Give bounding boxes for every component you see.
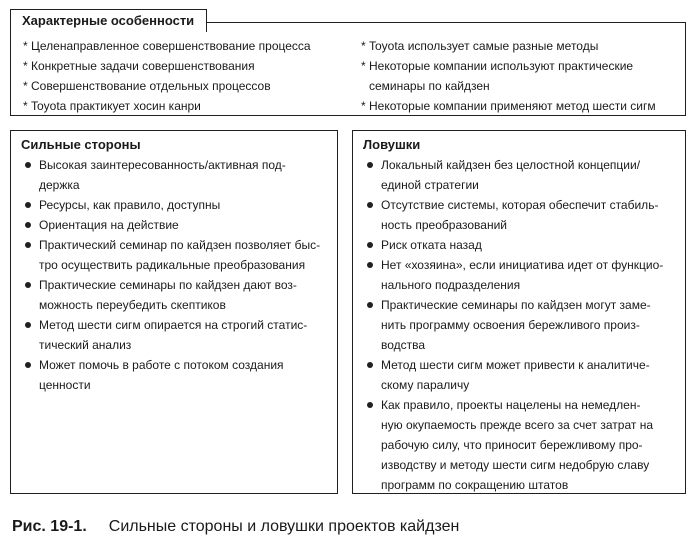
traps-item-line: рабочую силу, что приносит бережливому про- [381, 438, 643, 452]
characteristic-item [23, 96, 353, 116]
traps-item-line: скому параличу [381, 378, 470, 392]
strengths-item [23, 215, 331, 235]
strengths-title: Сильные стороны [21, 137, 141, 152]
traps-item [365, 295, 679, 355]
traps-item-line: ную окупаемость прежде всего за счет затрат на [381, 418, 654, 432]
strengths-item [23, 275, 331, 315]
asterisk-marker: * [361, 39, 366, 53]
strengths-item-line: ценности [39, 378, 91, 392]
characteristic-item [23, 56, 353, 76]
traps-item-line: Как правило, проекты нацелены на немедлен- [381, 398, 641, 412]
strengths-item-line: можность переубедить скептиков [39, 298, 226, 312]
traps-item-line: нального подразделения [381, 278, 521, 292]
figure-caption-text: Сильные стороны и ловушки проектов кайдзен [108, 518, 460, 535]
traps-item-line: Риск отката назад [381, 238, 482, 252]
strengths-item-line: тро осуществить радикальные преобразования [39, 258, 306, 272]
figure-caption-label: Рис. 19-1. [12, 518, 87, 535]
characteristic-item [361, 96, 679, 116]
characteristics-box [10, 22, 686, 116]
asterisk-marker: * [361, 59, 366, 73]
characteristic-text: Некоторые компании используют практические [369, 59, 634, 73]
strengths-item-line: Практические семинары по кайдзен дают воз- [39, 278, 297, 292]
asterisk-marker: * [361, 99, 366, 113]
strengths-item [23, 315, 331, 355]
characteristic-text: Toyota практикует хосин канри [31, 99, 201, 113]
strengths-item [23, 355, 331, 395]
characteristics-right-list [361, 36, 679, 116]
strengths-list [23, 155, 331, 395]
characteristic-item [23, 36, 353, 56]
characteristic-item [23, 76, 353, 96]
strengths-box [10, 130, 338, 494]
traps-item-line: ность преобразований [381, 218, 507, 232]
characteristic-text: Совершенствование отдельных процессов [31, 79, 271, 93]
asterisk-marker: * [23, 99, 28, 113]
traps-item-line: Локальный кайдзен без целостной концепции/ [381, 158, 641, 172]
strengths-item-line: Высокая заинтересованность/активная под- [39, 158, 286, 172]
strengths-item-line: Метод шести сигм опирается на строгий статис- [39, 318, 308, 332]
figure-caption [12, 516, 459, 538]
strengths-item [23, 155, 331, 195]
characteristic-item-continuation [361, 76, 679, 96]
traps-item-line: водства [381, 338, 426, 352]
strengths-item-line: Ресурсы, как правило, доступны [39, 198, 221, 212]
asterisk-marker: * [23, 79, 28, 93]
strengths-item-line: Может помочь в работе с потоком создания [39, 358, 284, 372]
strengths-item [23, 235, 331, 275]
traps-item-line: Нет «хозяина», если инициатива идет от функцио- [381, 258, 664, 272]
asterisk-marker: * [23, 59, 28, 73]
traps-item [365, 255, 679, 295]
traps-item [365, 395, 679, 495]
traps-item-line: изводству и методу шести сигм недобрую славу [381, 458, 650, 472]
characteristic-item [361, 56, 679, 76]
characteristic-text: Некоторые компании применяют метод шести сигм [369, 99, 656, 113]
traps-item [365, 155, 679, 195]
traps-item [365, 195, 679, 235]
traps-item-line: Практические семинары по кайдзен могут заме- [381, 298, 651, 312]
characteristics-left-list [23, 36, 353, 116]
traps-item [365, 235, 679, 255]
traps-item-line: Отсутствие системы, которая обеспечит стабиль- [381, 198, 659, 212]
traps-item-line: Метод шести сигм может привести к аналитиче- [381, 358, 650, 372]
characteristic-item [361, 36, 679, 56]
traps-item-line: единой стратегии [381, 178, 479, 192]
characteristic-text: Конкретные задачи совершенствования [31, 59, 255, 73]
traps-list [365, 155, 679, 495]
characteristic-text: Целенаправленное совершенствование процесса [31, 39, 311, 53]
characteristic-text: семинары по кайдзен [369, 79, 490, 93]
traps-item-line: программ по сокращению штатов [381, 478, 569, 492]
strengths-item-line: тический анализ [39, 338, 132, 352]
strengths-item-line: держка [39, 178, 80, 192]
traps-box [352, 130, 686, 494]
traps-item-line: нить программу освоения бережливого произ- [381, 318, 640, 332]
strengths-item-line: Ориентация на действие [39, 218, 179, 232]
strengths-item-line: Практический семинар по кайдзен позволяет быс- [39, 238, 321, 252]
strengths-item [23, 195, 331, 215]
traps-item [365, 355, 679, 395]
characteristic-text: Toyota использует самые разные методы [369, 39, 599, 53]
traps-title: Ловушки [363, 137, 421, 152]
characteristics-title: Характерные особенности [10, 9, 207, 32]
asterisk-marker: * [23, 39, 28, 53]
